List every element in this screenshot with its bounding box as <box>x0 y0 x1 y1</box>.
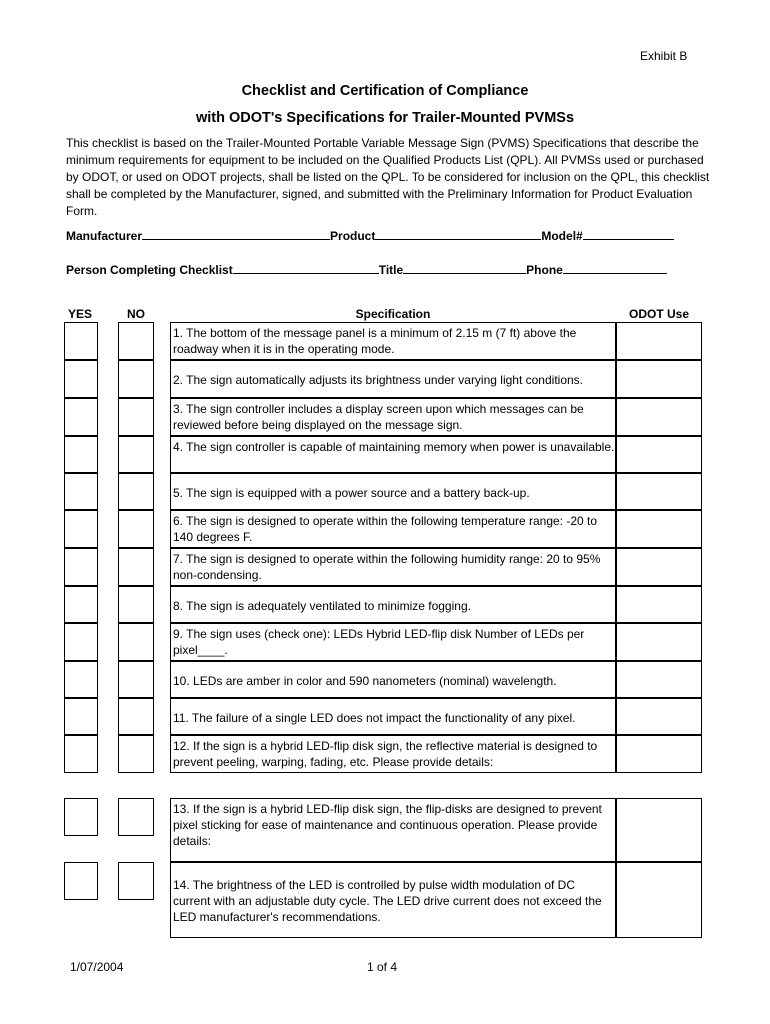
model-field[interactable] <box>583 227 674 240</box>
yes-checkbox[interactable] <box>64 661 98 698</box>
yes-checkbox[interactable] <box>64 698 98 735</box>
no-checkbox[interactable] <box>118 698 154 735</box>
yes-checkbox[interactable] <box>64 360 98 398</box>
specification-cell: 10. LEDs are amber in color and 590 nanometers (nominal) wavelength. <box>170 661 616 698</box>
no-checkbox[interactable] <box>118 661 154 698</box>
exhibit-label: Exhibit B <box>640 49 688 63</box>
title-label: Title <box>378 263 404 277</box>
odot-use-cell[interactable] <box>616 735 702 773</box>
specification-cell: 14. The brightness of the LED is controlled by pulse width modulation of DC current with an adjustable duty cycle. The LED drive current does not exceed the LED manufacturer's recommendations. <box>170 862 616 938</box>
yes-checkbox[interactable] <box>64 548 98 586</box>
title-field[interactable] <box>403 261 526 274</box>
odot-use-cell[interactable] <box>616 548 702 586</box>
odot-use-cell[interactable] <box>616 698 702 735</box>
yes-checkbox[interactable] <box>64 510 98 548</box>
yes-checkbox[interactable] <box>64 798 98 836</box>
no-checkbox[interactable] <box>118 798 154 836</box>
product-label: Product <box>330 229 376 243</box>
specification-cell: 7. The sign is designed to operate within the following humidity range: 20 to 95% non-condensing. <box>170 548 616 586</box>
no-checkbox[interactable] <box>118 473 154 510</box>
manufacturer-row <box>66 227 674 243</box>
no-checkbox[interactable] <box>118 510 154 548</box>
manufacturer-field[interactable] <box>142 227 330 240</box>
specification-cell: 8. The sign is adequately ventilated to minimize fogging. <box>170 586 616 623</box>
odot-use-cell[interactable] <box>616 360 702 398</box>
no-checkbox[interactable] <box>118 398 154 436</box>
specification-cell: 6. The sign is designed to operate within the following temperature range: -20 to 140 degrees F. <box>170 510 616 548</box>
yes-checkbox[interactable] <box>64 735 98 773</box>
product-field[interactable] <box>375 227 541 240</box>
odot-use-cell[interactable] <box>616 436 702 473</box>
odot-use-cell[interactable] <box>616 322 702 360</box>
page-subtitle: with ODOT's Specifications for Trailer-Mounted PVMSs <box>195 110 575 126</box>
phone-label: Phone <box>526 263 563 277</box>
specification-cell: 13. If the sign is a hybrid LED-flip disk sign, the flip-disks are designed to prevent pixel sticking for ease of maintenance and continuous operation. Please provide details: <box>170 798 616 862</box>
no-checkbox[interactable] <box>118 623 154 661</box>
yes-header: YES <box>68 307 93 321</box>
specification-cell: 2. The sign automatically adjusts its brightness under varying light conditions. <box>170 360 616 398</box>
odot-use-cell[interactable] <box>616 798 702 862</box>
odot-use-cell[interactable] <box>616 862 702 938</box>
model-label: Model# <box>541 229 583 243</box>
odot-use-cell[interactable] <box>616 586 702 623</box>
odot-use-cell[interactable] <box>616 661 702 698</box>
odot-use-cell[interactable] <box>616 510 702 548</box>
no-checkbox[interactable] <box>118 322 154 360</box>
specification-cell: 3. The sign controller includes a display screen upon which messages can be reviewed before being displayed on the message sign. <box>170 398 616 436</box>
specification-cell: 4. The sign controller is capable of maintaining memory when power is unavailable. <box>170 436 616 473</box>
specification-header: Specification <box>355 307 431 321</box>
no-checkbox[interactable] <box>118 360 154 398</box>
yes-checkbox[interactable] <box>64 436 98 473</box>
no-checkbox[interactable] <box>118 548 154 586</box>
person-row <box>66 261 667 277</box>
yes-checkbox[interactable] <box>64 623 98 661</box>
yes-checkbox[interactable] <box>64 862 98 900</box>
no-checkbox[interactable] <box>118 436 154 473</box>
odot-use-cell[interactable] <box>616 398 702 436</box>
odot-use-cell[interactable] <box>616 473 702 510</box>
specification-cell: 1. The bottom of the message panel is a minimum of 2.15 m (7 ft) above the roadway when it is in the operating mode. <box>170 322 616 360</box>
specification-cell: 12. If the sign is a hybrid LED-flip disk sign, the reflective material is designed to prevent peeling, warping, fading, etc. Please provide details: <box>170 735 616 773</box>
yes-checkbox[interactable] <box>64 473 98 510</box>
odot-use-header: ODOT Use <box>628 307 689 321</box>
yes-checkbox[interactable] <box>64 322 98 360</box>
person-field[interactable] <box>233 261 379 274</box>
phone-field[interactable] <box>563 261 667 274</box>
no-checkbox[interactable] <box>118 862 154 900</box>
odot-use-cell[interactable] <box>616 623 702 661</box>
page-title: Checklist and Certification of Compliance <box>241 83 529 99</box>
specification-cell: 9. The sign uses (check one): LEDs Hybrid LED-flip disk Number of LEDs per pixel____. <box>170 623 616 661</box>
page-number: 1 of 4 <box>367 960 398 974</box>
intro-paragraph: This checklist is based on the Trailer-Mounted Portable Variable Message Sign (PVMS) Specifications that describe the minimum requirements for equipment to be included on the Qualified Products List (QPL). All PVMSs used or purchased by ODOT, or used on ODOT projects, shall be listed on the QPL. To be considered for inclusion on the QPL, this checklist shall be completed by the Manufacturer, signed, and submitted with the Preliminary Information for Product Evaluation Form. <box>66 136 710 218</box>
specification-cell: 11. The failure of a single LED does not impact the functionality of any pixel. <box>170 698 616 735</box>
no-checkbox[interactable] <box>118 735 154 773</box>
person-label: Person Completing Checklist <box>66 263 233 277</box>
manufacturer-label: Manufacturer <box>66 229 143 243</box>
footer-date: 1/07/2004 <box>70 960 124 974</box>
yes-checkbox[interactable] <box>64 398 98 436</box>
yes-checkbox[interactable] <box>64 586 98 623</box>
no-header: NO <box>127 307 145 321</box>
no-checkbox[interactable] <box>118 586 154 623</box>
specification-cell: 5. The sign is equipped with a power source and a battery back-up. <box>170 473 616 510</box>
